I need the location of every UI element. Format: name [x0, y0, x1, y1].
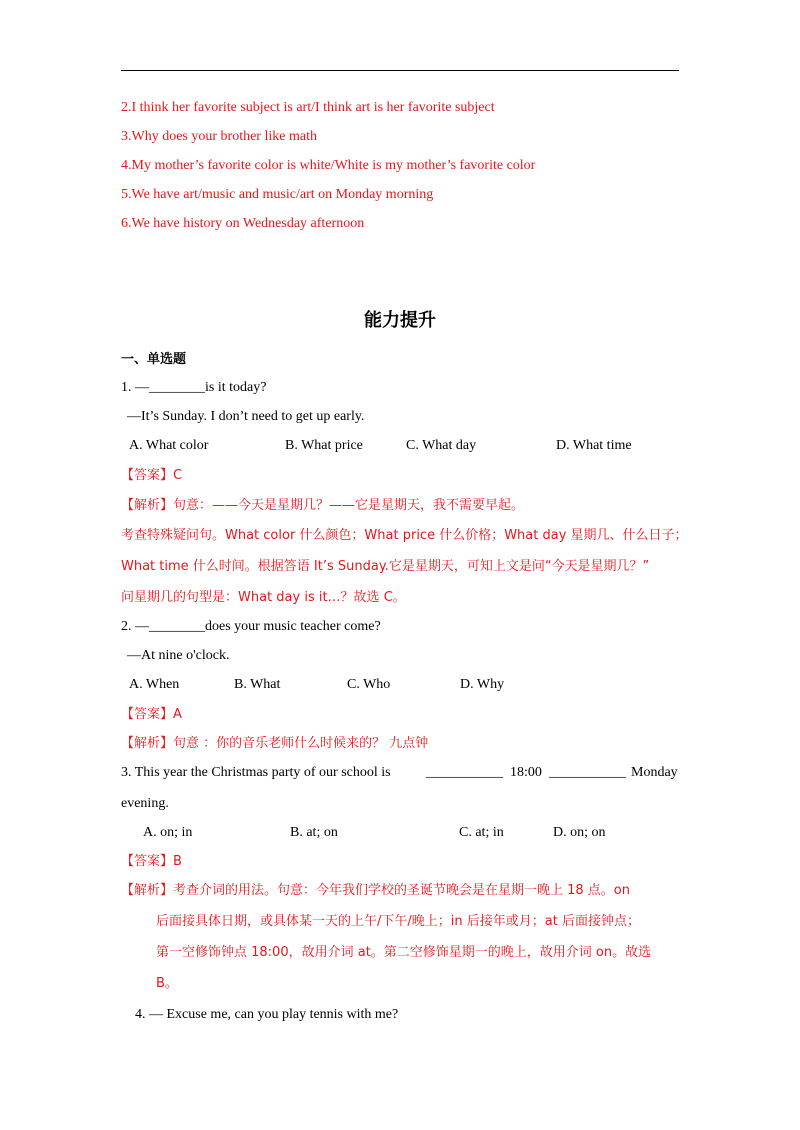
q3-monday: Monday: [631, 765, 678, 780]
q1-stem: 1. —________is it today?: [121, 380, 267, 395]
q2-option-d: D. Why: [460, 677, 505, 692]
q3-answer: 【答案】B: [121, 854, 182, 869]
q2-stem: 2. —________does your music teacher come?: [121, 619, 381, 634]
q1-option-c: C. What day: [406, 438, 477, 453]
q2-option-b: B. What: [234, 677, 281, 692]
prev-answer-6: 6.We have history on Wednesday afternoon: [121, 216, 365, 231]
q1-option-a: A. What color: [129, 438, 209, 453]
q3-option-d: D. on; on: [553, 825, 606, 840]
q2-option-a: A. When: [129, 677, 180, 692]
q1-answer: 【答案】C: [121, 468, 183, 483]
q3-stem-2: evening.: [121, 796, 169, 811]
q3-analysis-1: 【解析】考查介词的用法。句意：今年我们学校的圣诞节晚会是在星期一晚上 18 点。on: [121, 883, 631, 898]
q4-stem: 4. — Excuse me, can you play tennis with me?: [135, 1007, 399, 1022]
q1-analysis-2: 考查特殊疑问句。What color 什么颜色；What price 什么价格；What day 星期几、什么日子；: [121, 528, 688, 543]
q3-option-c: C. at; in: [459, 825, 504, 840]
prev-answer-5: 5.We have art/music and music/art on Monday morning: [121, 187, 434, 202]
q3-time: 18:00: [510, 765, 542, 780]
q2-option-c: C. Who: [347, 677, 391, 692]
q3-option-a: A. on; in: [143, 825, 193, 840]
q2-reply: —At nine o'clock.: [127, 648, 230, 663]
prev-answer-4: 4.My mother’s favorite color is white/White is my mother’s favorite color: [121, 158, 536, 173]
q2-answer: 【答案】A: [121, 707, 182, 722]
q1-option-d: D. What time: [556, 438, 632, 453]
q1-analysis-3: What time 什么时间。根据答语 It’s Sunday.它是星期天，可知上文是问“今天是星期几？”: [121, 559, 650, 574]
section-heading: 一、单选题: [121, 352, 187, 367]
page-title: 能力提升: [364, 310, 436, 331]
prev-answer-2: 2.I think her favorite subject is art/I think art is her favorite subject: [121, 100, 495, 115]
q3-analysis-2: 后面接具体日期，或具体某一天的上午/下午/晚上；in 后接年或月；at 后面接钟点；: [156, 914, 640, 929]
q1-option-b: B. What price: [285, 438, 363, 453]
q1-analysis-4: 问星期几的句型是：What day is it…？故选 C。: [121, 590, 406, 605]
prev-answer-3: 3.Why does your brother like math: [121, 129, 317, 144]
q3-blank-2: ___________: [549, 765, 626, 780]
header-rule: [121, 70, 679, 71]
q3-analysis-4: B。: [156, 976, 178, 991]
q1-analysis-1: 【解析】句意：——今天是星期几？——它是星期天，我不需要早起。: [121, 498, 525, 513]
q3-analysis-3: 第一空修饰钟点 18:00，故用介词 at。第二空修饰星期一的晚上，故用介词 on。故选: [156, 945, 652, 960]
q2-analysis: 【解析】句意 ：你的音乐老师什么时候来的？ 九点钟: [121, 736, 429, 751]
q3-option-b: B. at; on: [290, 825, 338, 840]
q1-reply: —It’s Sunday. I don’t need to get up early.: [127, 409, 365, 424]
q3-stem-1: 3. This year the Christmas party of our school is: [121, 765, 391, 780]
q3-blank-1: ___________: [426, 765, 503, 780]
